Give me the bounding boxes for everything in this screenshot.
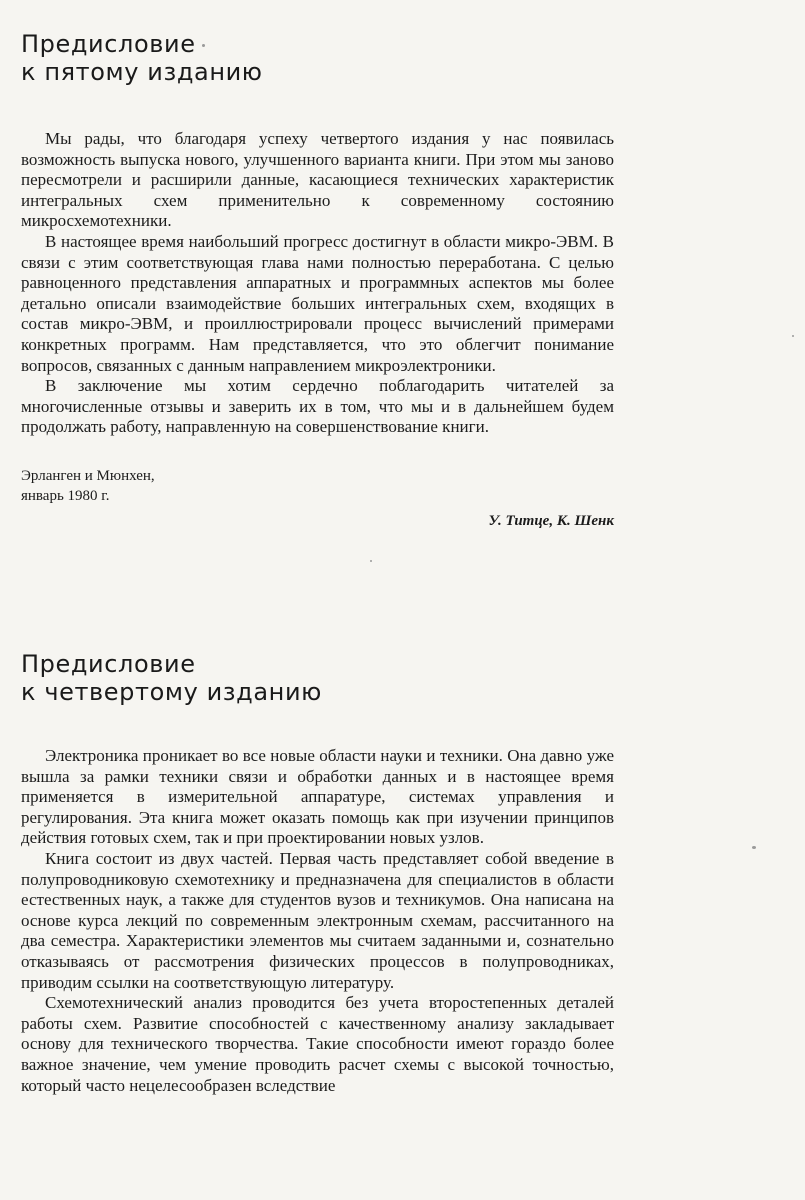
preface-fifth-edition-body [21, 129, 614, 438]
place-and-date [21, 466, 155, 506]
paragraph: В настоящее время наибольший прогресс достигнут в области микро-ЭВМ. В связи с этим соответствующая глава нами полностью переработана. С целью равноценного представления аппаратных и программных аспектов мы более детально описали взаимодействие больших интегральных схем, входящих в состав микро-ЭВМ, и проиллюстрировали процесс вычислений примерами конкретных программ. Нам представляется, что это облегчит понимание вопросов, связанных с данным направлением микроэлектроники. [21, 231, 614, 375]
place: Эрланген и Мюнхен, [21, 468, 155, 484]
title-line-1: Предисловие [21, 650, 196, 678]
paragraph: Электроника проникает во все новые области науки и техники. Она давно уже вышла за рамки техники связи и обработки данных и в настоящее время применяется в измерительной аппаратуре, системах управления и регулирования. Эта книга может оказать помощь как при изучении принципов действия готовых схем, так и при проектировании новых узлов. [21, 746, 614, 848]
preface-fourth-edition-title [21, 650, 322, 706]
title-line-2: к пятому изданию [21, 58, 263, 86]
date: январь 1980 г. [21, 488, 110, 504]
title-line-2: к четвертому изданию [21, 678, 322, 706]
paper-speck [370, 560, 372, 562]
paper-speck [752, 846, 756, 849]
preface-fourth-edition-body [21, 746, 614, 1096]
paragraph: В заключение мы хотим сердечно поблагодарить читателей за многочисленные отзывы и заверить их в том, что мы и в дальнейшем будем продолжать работу, направленную на совершенствование книги. [21, 376, 614, 437]
title-line-1: Предисловие [21, 30, 196, 58]
paragraph: Мы рады, что благодаря успеху четвертого издания у нас появилась возможность выпуска нового, улучшенного варианта книги. При этом мы заново пересмотрели и расширили данные, касающиеся технических характеристик интегральных схем применительно к современному состоянию микросхемотехники. [21, 129, 614, 231]
paper-speck [202, 44, 205, 47]
preface-fifth-edition-title [21, 30, 263, 86]
paragraph: Книга состоит из двух частей. Первая часть представляет собой введение в полупроводниковую схемотехнику и предназначена для специалистов в области естественных наук, а также для студентов вузов и техникумов. Она написана на основе курса лекций по современным электронным схемам, рассчитанного на два семестра. Характеристики элементов мы считаем заданными и, сознательно отказываясь от рассмотрения физических процессов в полупроводниках, приводим ссылки на соответствующую литературу. [21, 848, 614, 992]
paper-speck [792, 335, 794, 337]
authors-signature: У. Титце, К. Шенк [488, 513, 614, 529]
paragraph: Схемотехнический анализ проводится без учета второстепенных деталей работы схем. Развитие способностей с качественному анализу закладывает основу для технического творчества. Такие способности имеют гораздо более важное значение, чем умение проводить расчет схемы с высокой точностью, который часто нецелесообразен вследствие [21, 993, 614, 1095]
